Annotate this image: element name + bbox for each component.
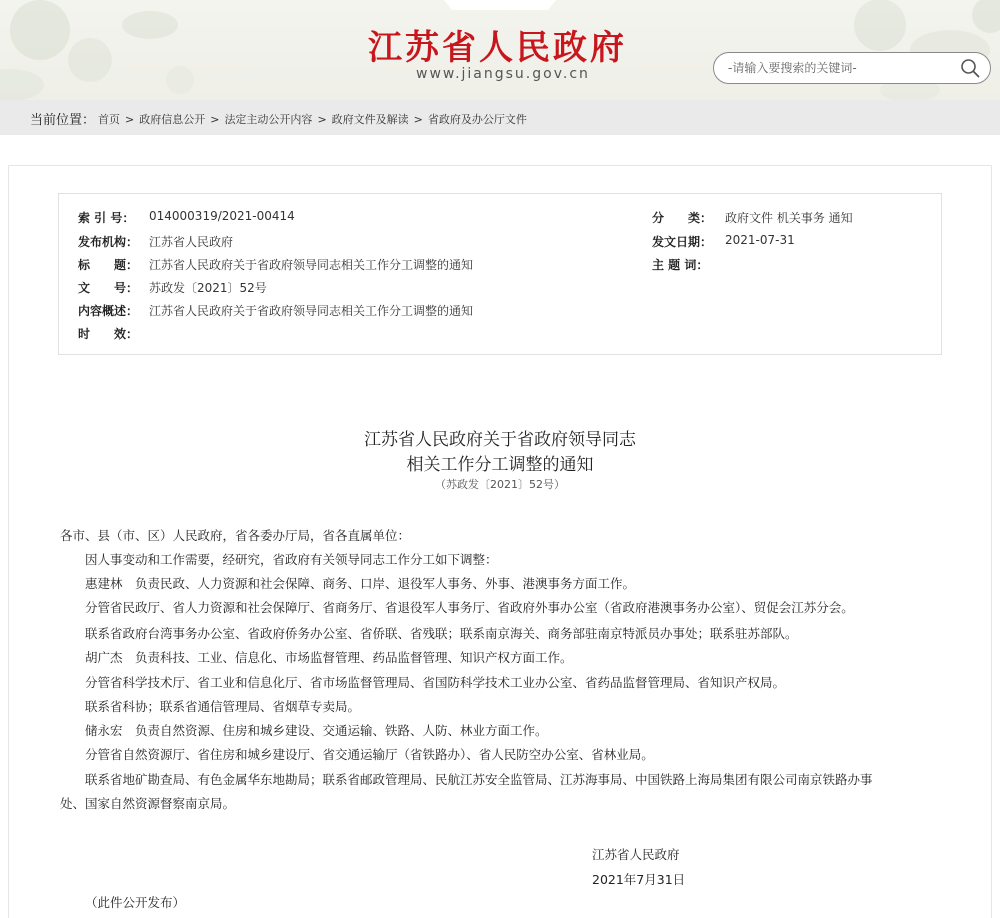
breadcrumb-item-home[interactable]: 首页: [98, 113, 120, 126]
signature: 江苏省人民政府: [592, 847, 680, 862]
floral-decoration-icon: [820, 0, 1000, 100]
site-url[interactable]: www.jiangsu.gov.cn: [416, 66, 590, 82]
meta-date-value: 2021-07-31: [725, 233, 795, 247]
meta-category-value: 政府文件 机关事务 通知: [725, 211, 853, 225]
header-notch: [444, 0, 556, 10]
signature-date: 2021年7月31日: [592, 872, 686, 887]
site-title[interactable]: 江苏省人民政府: [368, 28, 627, 68]
breadcrumb-separator: >: [413, 113, 423, 126]
meta-summary-value: 江苏省人民政府关于省政府领导同志相关工作分工调整的通知: [149, 304, 474, 318]
paragraph: 胡广杰 负责科技、工业、信息化、市场监督管理、药品监督管理、知识产权方面工作。: [85, 650, 573, 665]
document-title-line1: 江苏省人民政府关于省政府领导同志: [364, 430, 636, 450]
breadcrumb-item-statutory[interactable]: 法定主动公开内容: [224, 113, 313, 126]
document-title-line2: 相关工作分工调整的通知: [406, 455, 594, 475]
site-header: [0, 0, 1000, 100]
meta-category-key: 分 类：: [652, 211, 713, 225]
paragraph: 分管省民政厅、省人力资源和社会保障厅、省商务厅、省退役军人事务厅、省政府外事办公室（省政府港澳事务办公室）、贸促会江苏分会。: [85, 600, 854, 615]
search-box: [713, 52, 991, 84]
paragraph: 联系省科协；联系省通信管理局、省烟草专卖局。: [85, 699, 361, 714]
paragraph: 联系省地矿勘查局、有色金属华东地勘局；联系省邮政管理局、民航江苏安全监管局、江苏海事局、中国铁路上海局集团有限公司南京铁路办事: [85, 772, 873, 787]
paragraph: 联系省政府台湾事务办公室、省政府侨务办公室、省侨联、省残联；联系南京海关、商务部驻南京特派员办事处；联系驻苏部队。: [85, 626, 798, 641]
breadcrumb-label: 当前位置：: [30, 113, 96, 128]
breadcrumb-item-office-docs[interactable]: 省政府及办公厅文件: [427, 113, 527, 126]
search-icon[interactable]: [960, 58, 980, 78]
meta-index-key: 索 引 号：: [78, 211, 135, 225]
breadcrumb-item-documents[interactable]: 政府文件及解读: [331, 113, 409, 126]
meta-summary-key: 内容概述：: [78, 304, 139, 318]
meta-issuer-key: 发布机构：: [78, 235, 139, 249]
meta-validity-key: 时 效：: [78, 327, 139, 341]
meta-date-key: 发文日期：: [652, 235, 713, 249]
floral-decoration-icon: [0, 0, 220, 100]
breadcrumb-separator: >: [210, 113, 220, 126]
breadcrumb-separator: >: [317, 113, 327, 126]
meta-issuer-value: 江苏省人民政府: [149, 235, 234, 249]
paragraph-intro: 因人事变动和工作需要，经研究，省政府有关领导同志工作分工如下调整：: [85, 552, 498, 567]
breadcrumb-separator: >: [125, 113, 135, 126]
paragraph-continued: 处、国家自然资源督察南京局。: [60, 796, 236, 811]
search-input[interactable]: [728, 53, 948, 83]
breadcrumb: [98, 111, 527, 127]
meta-docno-value: 苏政发〔2021〕52号: [149, 281, 267, 295]
paragraph: 分管省科学技术厅、省工业和信息化厅、省市场监督管理局、省国防科学技术工业办公室、省药品监督管理局、省知识产权局。: [85, 675, 786, 690]
meta-docno-key: 文 号：: [78, 281, 139, 295]
paragraph: 分管省自然资源厅、省住房和城乡建设厅、省交通运输厅（省铁路办）、省人民防空办公室、省林业局。: [85, 747, 654, 762]
meta-title-value: 江苏省人民政府关于省政府领导同志相关工作分工调整的通知: [149, 258, 474, 272]
breadcrumb-bar: [0, 100, 1000, 135]
meta-subject-key: 主 题 词：: [652, 258, 709, 272]
paragraph: 惠建林 负责民政、人力资源和社会保障、商务、口岸、退役军人事务、外事、港澳事务方面工作。: [85, 576, 636, 591]
footnote: （此件公开发布）: [85, 895, 186, 910]
document-number: （苏政发〔2021〕52号）: [435, 478, 565, 491]
meta-title-key: 标 题：: [78, 258, 139, 272]
paragraph: 储永宏 负责自然资源、住房和城乡建设、交通运输、铁路、人防、林业方面工作。: [85, 723, 548, 738]
meta-index-value: 014000319/2021-00414: [149, 209, 295, 223]
addressee: 各市、县（市、区）人民政府，省各委办厅局，省各直属单位：: [60, 528, 411, 543]
breadcrumb-item-gov-info[interactable]: 政府信息公开: [139, 113, 206, 126]
